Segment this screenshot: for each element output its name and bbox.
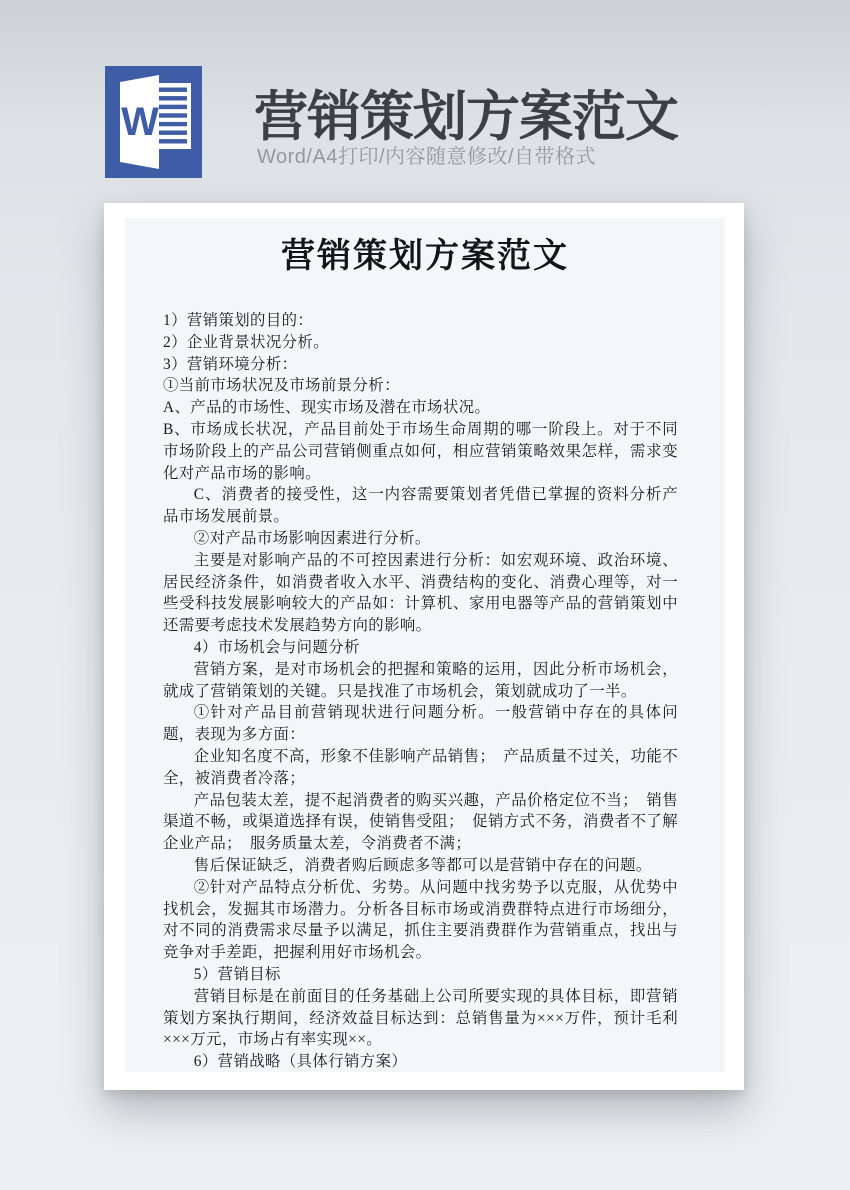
doc-paragraph: 5）营销目标 (193, 965, 281, 983)
doc-paragraph: C、消费者的接受性，这一内容需要策划者凭借已掌握的资料分析产品市场发展前景。 (163, 486, 678, 526)
doc-paragraph: 营销方案，是对市场机会的把握和策略的运用，因此分析市场机会，就成了营销策划的关键。只是找准了市场机会，策划就成功了一半。 (163, 660, 678, 700)
document-page-content-area (125, 218, 725, 1072)
header (0, 0, 850, 200)
doc-paragraph: 售后保证缺乏，消费者购后顾虑多等都可以是营销中存在的问题。 (193, 856, 652, 874)
doc-paragraph: ①针对产品目前营销现状进行问题分析。一般营销中存在的具体问题，表现为多方面： (163, 704, 678, 744)
doc-paragraph: 企业知名度不高，形象不佳影响产品销售； 产品质量不过关，功能不全，被消费者冷落； (163, 747, 678, 787)
document-title: 营销策划方案范文 (281, 238, 569, 275)
doc-paragraph: ①当前市场状况及市场前景分析： (163, 377, 400, 395)
doc-paragraph: 营销目标是在前面目的任务基础上公司所要实现的具体目标，即营销策划方案执行期间，经济效益目标达到：总销售量为×××万件，预计毛利×××万元，市场占有率实现××。 (163, 987, 678, 1049)
doc-paragraph: ②针对产品特点分析优、劣势。从问题中找劣势予以克服，从优势中找机会，发掘其市场潜力。分析各目标市场或消费群特点进行市场细分，对不同的消费需求尽量予以满足，抓住主要消费群作为营销重点，找出与竞争对手差距，把握利用好市场机会。 (163, 878, 678, 962)
doc-paragraph: 4）市场机会与问题分析 (193, 638, 360, 656)
doc-paragraph: ②对产品市场影响因素进行分析。 (193, 529, 431, 547)
document-page (104, 203, 744, 1090)
word-icon-letter: W (121, 100, 159, 144)
word-icon (105, 66, 202, 178)
doc-paragraph: B、市场成长状况，产品目前处于市场生命周期的哪一阶段上。对于不同市场阶段上的产品公司营销侧重点如何，相应营销策略效果怎样，需求变化对产品市场的影响。 (163, 420, 678, 482)
doc-paragraph: 主要是对影响产品的不可控因素进行分析：如宏观环境、政治环境、居民经济条件，如消费者收入水平、消费结构的变化、消费心理等，对一些受科技发展影响较大的产品如：计算机、家用电器等产品的营销策划中还需要考虑技术发展趋势方向的影响。 (163, 551, 678, 635)
doc-paragraph: 6）营销战略（具体行销方案） (193, 1053, 408, 1071)
doc-paragraph: 2）企业背景状况分析。 (163, 333, 330, 351)
header-subtitle: Word/A4打印/内容随意修改/自带格式 (257, 146, 597, 168)
doc-paragraph: 产品包装太差，提不起消费者的购买兴趣，产品价格定位不当； 销售渠道不畅，或渠道选择有误，使销售受阻； 促销方式不务，消费者不了解企业产品； 服务质量太差，令消费者不满； (163, 791, 678, 853)
doc-paragraph: A、产品的市场性、现实市场及潜在市场状况。 (163, 399, 491, 417)
doc-body (163, 310, 678, 1072)
doc-paragraph: 3）营销环境分析： (163, 355, 298, 373)
doc-paragraph: 1）营销策划的目的： (163, 312, 314, 329)
header-title: 营销策划方案范文 (254, 87, 678, 147)
